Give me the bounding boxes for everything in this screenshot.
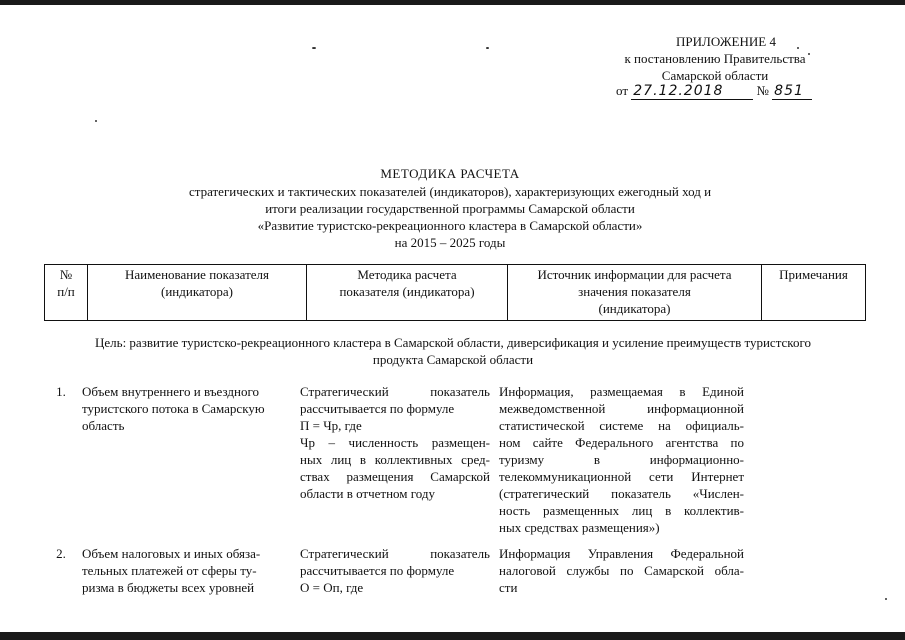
header-number-l2: п/п: [57, 284, 75, 299]
information-source: [499, 545, 744, 596]
goal-line-2: продукта Самарской области: [372, 352, 534, 367]
header-number: [45, 265, 88, 321]
header-indicator-name-l2: (индикатора): [161, 284, 233, 299]
method-line: Стратегический показатель: [300, 546, 490, 561]
indicator-name: [82, 545, 294, 596]
appendix-block: [600, 33, 830, 84]
source-line: ность размещенных лиц в коллектив-: [499, 503, 744, 518]
source-line: телекоммуникационной сети Интернет: [499, 469, 744, 484]
indicator-name-line: ризма в бюджеты всех уровней: [82, 580, 255, 595]
indicator-name-line: Объем внутреннего и въездного: [82, 384, 259, 399]
source-line: налоговой службы по Самарской обла-: [499, 563, 744, 578]
header-source-l2: значения показателя: [578, 284, 691, 299]
row-number: 2.: [56, 546, 66, 561]
decree-date: 27.12.2018: [631, 83, 753, 100]
scan-speck: [808, 53, 810, 55]
method-line: Чр – численность размещен-: [300, 435, 490, 450]
header-indicator-name-l1: Наименование показателя: [124, 267, 270, 282]
source-line: Информация Управления Федеральной: [499, 546, 744, 561]
indicator-name-line: тельных платежей от сферы ту-: [82, 563, 257, 578]
method-line: О = Оп, где: [300, 580, 364, 595]
title-line-4: на 2015 – 2025 годы: [394, 235, 506, 250]
decree-date-number: [616, 83, 812, 100]
source-line: ных средствах размещения»): [499, 520, 660, 535]
indicator-name-line: туристского потока в Самарскую: [82, 401, 265, 416]
header-method-l2: показателя (индикатора): [339, 284, 475, 299]
header-method-l1: Методика расчета: [357, 267, 457, 282]
method-line: рассчитывается по формуле: [300, 563, 455, 578]
header-method: [307, 265, 508, 321]
header-source-l1: Источник информации для расчета: [537, 267, 732, 282]
appendix-line-1: к постановлению Правительства: [624, 51, 806, 66]
scan-speck: [95, 120, 97, 122]
document-title: [100, 165, 800, 251]
indicator-name: [82, 383, 294, 434]
date-prefix: от: [616, 83, 629, 98]
indicator-name-line: область: [82, 418, 125, 433]
source-line: Информация, размещаемая в Единой: [499, 384, 744, 399]
goal-statement: [40, 334, 866, 368]
appendix-title: ПРИЛОЖЕНИЕ 4: [676, 34, 776, 49]
title-line-1: стратегических и тактических показателей (индикаторов), характеризующих ежегодный ход и: [188, 184, 712, 199]
method-line: Стратегический показатель: [300, 384, 490, 399]
decree-number: 851: [772, 83, 812, 100]
method-line: ствах размещения Самарской: [300, 469, 490, 484]
source-line: сти: [499, 580, 518, 595]
title-main: МЕТОДИКА РАСЧЕТА: [380, 166, 520, 181]
table-header: [44, 264, 866, 321]
scan-speck: [885, 598, 887, 600]
method-line: ных лиц в коллективных сред-: [300, 452, 490, 467]
source-line: (стратегический показатель «Числен-: [499, 486, 744, 501]
row-number: 1.: [56, 384, 66, 399]
number-prefix: №: [756, 83, 769, 98]
scan-speck: [312, 47, 316, 49]
method-line: рассчитывается по формуле: [300, 401, 455, 416]
calculation-method: [300, 545, 490, 596]
title-line-3: «Развитие туристско-рекреационного кластера в Самарской области»: [257, 218, 643, 233]
header-notes-l1: Примечания: [779, 267, 848, 282]
source-line: ном сайте Федерального агентства по: [499, 435, 744, 450]
goal-line-1: Цель: развитие туристско-рекреационного кластера в Самарской области, диверсификация и усиление преимуществ туристского: [95, 335, 811, 350]
indicator-name-line: Объем налоговых и иных обяза-: [82, 546, 261, 561]
source-line: межведомственной информационной: [499, 401, 744, 416]
header-source: [508, 265, 762, 321]
scan-speck: [797, 47, 799, 49]
header-indicator-name: [88, 265, 307, 321]
scan-edge-bottom: [0, 632, 905, 640]
information-source: [499, 383, 744, 536]
title-line-2: итоги реализации государственной программы Самарской области: [265, 201, 635, 216]
scan-speck: [486, 47, 489, 49]
calculation-method: [300, 383, 490, 502]
source-line: статистической системе на официаль-: [499, 418, 744, 433]
method-line: области в отчетном году: [300, 486, 436, 501]
header-notes: [762, 265, 866, 321]
appendix-line-2: Самарской области: [661, 68, 769, 83]
source-line: туризму в информационно-: [499, 452, 744, 467]
method-line: П = Чр, где: [300, 418, 362, 433]
scan-edge-top: [0, 0, 905, 5]
header-source-l3: (индикатора): [598, 301, 671, 316]
header-number-l1: №: [59, 267, 73, 282]
